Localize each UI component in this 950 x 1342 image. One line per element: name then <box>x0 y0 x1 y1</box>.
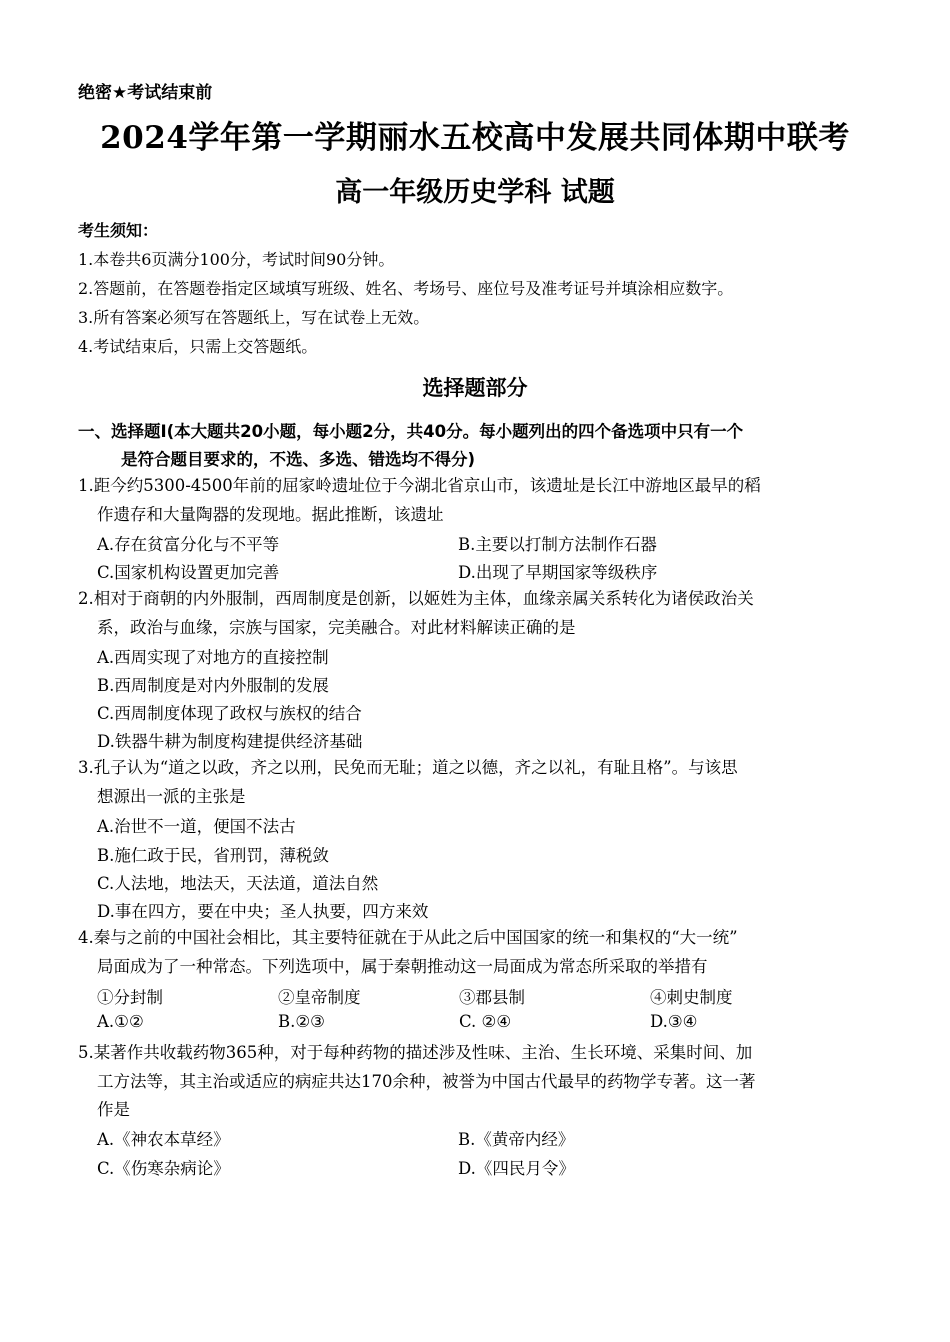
question-2-option-b: B.西周制度是对内外服制的发展 <box>97 676 329 695</box>
question-4-item-3: ③郡县制 <box>459 988 525 1007</box>
question-3-option-d: D.事在四方，要在中央；圣人执要，四方来效 <box>97 902 429 921</box>
question-1-option-a: A.存在贫富分化与不平等 <box>97 535 280 554</box>
question-2-option-a: A.西周实现了对地方的直接控制 <box>97 648 329 667</box>
exam-subtitle: 高一年级历史学科 试题 <box>335 177 615 208</box>
confidential-label: 绝密★考试结束前 <box>78 83 213 103</box>
notice-item: 1.本卷共6页满分100分，考试时间90分钟。 <box>78 250 395 269</box>
question-4-item-2: ②皇帝制度 <box>278 988 361 1007</box>
question-3-option-c: C.人法地，地法天，天法道，道法自然 <box>97 874 379 893</box>
section-title: 选择题部分 <box>422 375 528 400</box>
question-stem-line: 3.孔子认为“道之以政，齐之以刑，民免而无耻；道之以德，齐之以礼，有耻且格”。与该思 <box>78 758 738 777</box>
question-stem-line: 4.秦与之前的中国社会相比，其主要特征就在于从此之后中国国家的统一和集权的“大一统” <box>78 928 738 947</box>
question-5-option-d: D.《四民月令》 <box>458 1159 575 1178</box>
question-stem-line: 2.相对于商朝的内外服制，西周制度是创新，以姬姓为主体，血缘亲属关系转化为诸侯政治关 <box>78 589 754 608</box>
question-3-stem <box>78 754 878 811</box>
question-4-option-b: B.②③ <box>278 1012 325 1031</box>
notice-item: 2.答题前，在答题卷指定区域填写班级、姓名、考场号、座位号及准考证号并填涂相应数字。 <box>78 279 734 298</box>
question-2-option-d: D.铁器牛耕为制度构建提供经济基础 <box>97 732 363 751</box>
notice-heading: 考生须知： <box>78 221 159 240</box>
question-stem-line: 工方法等，其主治或适应的病症共达170余种，被誉为中国古代最早的药物学专著。这一著 <box>97 1071 756 1091</box>
question-stem-line: 5.某著作共收载药物365种，对于每种药物的描述涉及性味、主治、生长环境、采集时间、加 <box>78 1043 753 1062</box>
question-stem-line: 想源出一派的主张是 <box>97 786 246 806</box>
question-1-option-b: B.主要以打制方法制作石器 <box>458 535 657 554</box>
question-4-option-a: A.①② <box>97 1012 144 1031</box>
question-2-stem <box>78 585 878 642</box>
question-3-option-b: B.施仁政于民，省刑罚，薄税敛 <box>97 846 329 865</box>
notice-item: 3.所有答案必须写在答题纸上，写在试卷上无效。 <box>78 308 430 327</box>
question-4-item-1: ①分封制 <box>97 988 163 1007</box>
section-instruction <box>78 418 878 474</box>
exam-title: 2024学年第一学期丽水五校高中发展共同体期中联考 <box>100 120 850 156</box>
question-3-option-a: A.治世不一道，便国不法古 <box>97 817 296 836</box>
question-4-option-c: C. ②④ <box>459 1012 512 1031</box>
question-1-option-d: D.出现了早期国家等级秩序 <box>458 563 658 582</box>
question-5-option-b: B.《黄帝内经》 <box>458 1130 575 1149</box>
notice-item: 4.考试结束后，只需上交答题纸。 <box>78 337 318 356</box>
question-stem-line: 作遗存和大量陶器的发现地。据此推断，该遗址 <box>97 504 444 524</box>
question-1-option-c: C.国家机构设置更加完善 <box>97 563 280 582</box>
question-stem-line: 作是 <box>97 1100 130 1119</box>
question-4-item-4: ④刺史制度 <box>650 988 733 1007</box>
question-5-stem <box>78 1039 878 1125</box>
question-stem-line: 局面成为了一种常态。下列选项中，属于秦朝推动这一局面成为常态所采取的举措有 <box>97 956 708 976</box>
question-5-option-c: C.《伤寒杂病论》 <box>97 1159 230 1178</box>
instruction-line: 是符合题目要求的，不选、多选、错选均不得分) <box>121 450 476 469</box>
question-stem-line: 系，政治与血缘，宗族与国家，完美融合。对此材料解读正确的是 <box>97 617 576 637</box>
question-5-option-a: A.《神农本草经》 <box>97 1130 230 1149</box>
question-2-option-c: C.西周制度体现了政权与族权的结合 <box>97 704 362 723</box>
question-4-option-d: D.③④ <box>650 1012 698 1031</box>
question-stem-line: 1.距今约5300-4500年前的屈家岭遗址位于今湖北省京山市，该遗址是长江中游地区最早的稻 <box>78 476 761 495</box>
instruction-line: 一、选择题Ⅰ(本大题共20小题，每小题2分，共40分。每小题列出的四个备选项中只有一个 <box>78 422 744 441</box>
question-1-stem <box>78 472 878 529</box>
question-4-stem <box>78 924 878 981</box>
